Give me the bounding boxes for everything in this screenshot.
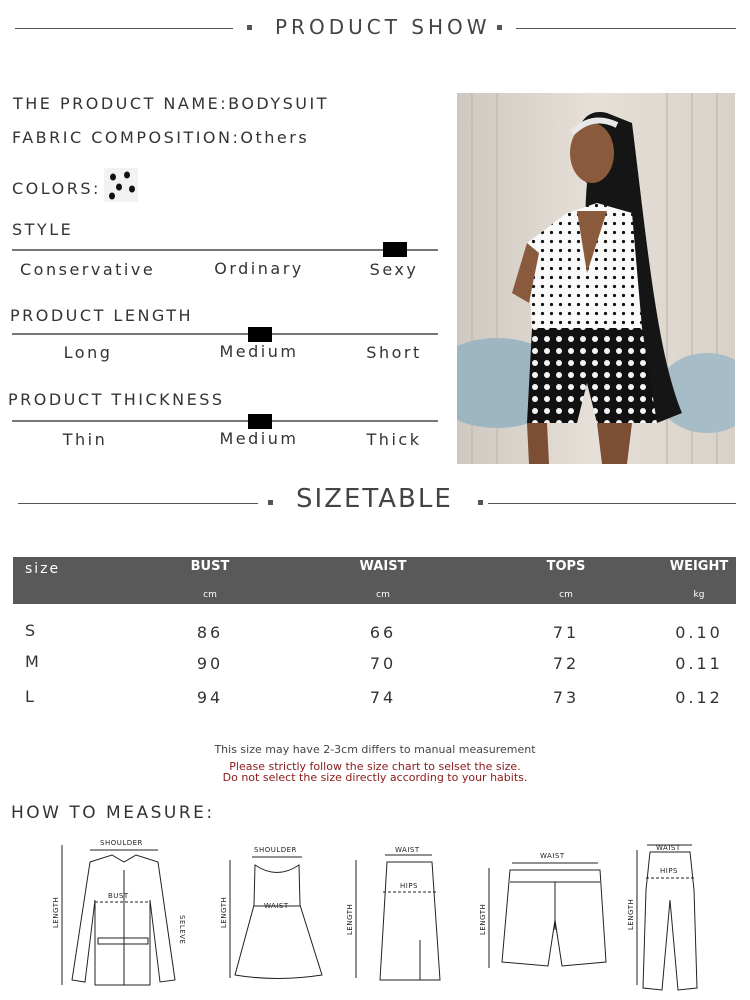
- shorts-diagram: [489, 863, 606, 968]
- product-photo: [457, 93, 735, 464]
- product-show-title: PRODUCT SHOW: [275, 15, 491, 39]
- col-unit-tops: cm: [559, 590, 573, 600]
- weight-cell: 0.10: [675, 623, 723, 642]
- how-to-measure-title: HOW TO MEASURE:: [11, 803, 215, 823]
- pants-length-label: LENGTH: [627, 898, 635, 930]
- style-option-sexy: Sexy: [369, 260, 419, 279]
- size-cell: M: [25, 652, 42, 671]
- thickness-title: PRODUCT THICKNESS: [8, 390, 225, 409]
- fabric-value: Others: [240, 128, 310, 147]
- col-header-waist: WAIST: [359, 559, 407, 574]
- style-option-conservative: Conservative: [20, 260, 156, 279]
- thickness-option-medium: Medium: [219, 429, 299, 448]
- fabric-composition: [12, 128, 309, 147]
- skirt-diagram: [356, 855, 440, 980]
- weight-cell: 0.11: [675, 654, 723, 673]
- sizetable-title: SIZETABLE: [296, 484, 453, 514]
- col-header-bust: BUST: [190, 559, 230, 574]
- thickness-option-thin: Thin: [62, 430, 108, 449]
- dress-diagram: [230, 857, 322, 979]
- color-swatch-polka-dot[interactable]: [104, 168, 138, 202]
- thickness-marker[interactable]: [248, 414, 272, 429]
- length-option-medium: Medium: [219, 342, 299, 361]
- col-header-size: size: [25, 561, 61, 577]
- sizetable-divider-right: [488, 503, 736, 504]
- length-title: PRODUCT LENGTH: [10, 306, 194, 325]
- pants-waist-label: WAIST: [656, 844, 681, 852]
- pants-hips-label: HIPS: [660, 867, 678, 875]
- waist-cell: 74: [369, 688, 397, 707]
- dress-shoulder-label: SHOULDER: [254, 846, 297, 854]
- weight-cell: 0.12: [675, 688, 723, 707]
- col-unit-waist: cm: [376, 590, 390, 600]
- note-habits: Do not select the size directly according to your habits.: [222, 771, 528, 784]
- divider-left: [15, 28, 233, 29]
- note-measurement: This size may have 2-3cm differs to manual measurement: [214, 743, 536, 756]
- jacket-length-label: LENGTH: [52, 896, 60, 928]
- tops-cell: 71: [552, 623, 580, 642]
- size-cell: S: [25, 621, 39, 640]
- fabric-label: FABRIC COMPOSITION:: [12, 128, 241, 147]
- sleeve-label: SELEVE: [178, 915, 186, 945]
- product-name: THE PRODUCT NAME:BODYSUIT: [13, 94, 330, 113]
- divider-dot: [268, 500, 273, 505]
- divider-right: [516, 28, 736, 29]
- col-header-tops: TOPS: [546, 559, 586, 574]
- tops-cell: 72: [552, 654, 580, 673]
- skirt-waist-label: WAIST: [395, 846, 420, 854]
- style-marker[interactable]: [383, 242, 407, 257]
- bust-cell: 86: [196, 623, 224, 642]
- polka-dot-swatch-icon: [104, 168, 138, 202]
- divider-dot: [497, 25, 502, 30]
- col-unit-weight: kg: [693, 590, 705, 600]
- tops-cell: 73: [552, 688, 580, 707]
- shorts-length-label: LENGTH: [479, 903, 487, 935]
- skirt-hips-label: HIPS: [400, 882, 418, 890]
- dress-length-label: LENGTH: [220, 896, 228, 928]
- sizetable-divider-left: [18, 503, 258, 504]
- col-unit-bust: cm: [203, 590, 217, 600]
- dress-waist-label: WAIST: [264, 902, 289, 910]
- size-cell: L: [25, 687, 37, 706]
- length-option-long: Long: [63, 343, 113, 362]
- skirt-length-label: LENGTH: [346, 903, 354, 935]
- length-scale-line: [12, 333, 438, 335]
- length-marker[interactable]: [248, 327, 272, 342]
- col-header-weight: WEIGHT: [669, 559, 729, 574]
- bust-cell: 94: [196, 688, 224, 707]
- style-scale-line: [12, 249, 438, 251]
- waist-cell: 70: [369, 654, 397, 673]
- style-title: STYLE: [12, 220, 74, 239]
- waist-cell: 66: [369, 623, 397, 642]
- note-follow-chart: Please strictly follow the size chart to selset the size.: [229, 760, 521, 773]
- thickness-scale-line: [12, 420, 438, 422]
- bust-cell: 90: [196, 654, 224, 673]
- shoulder-label: SHOULDER: [100, 839, 143, 847]
- shorts-waist-label: WAIST: [540, 852, 565, 860]
- thickness-option-thick: Thick: [366, 430, 422, 449]
- colors-label: COLORS:: [12, 179, 101, 198]
- style-option-ordinary: Ordinary: [214, 259, 304, 278]
- bust-label: BUST: [108, 892, 129, 900]
- divider-dot: [478, 500, 483, 505]
- model-photo-illustration: [457, 93, 735, 464]
- length-option-short: Short: [366, 343, 422, 362]
- divider-dot: [247, 25, 252, 30]
- measure-diagrams: [0, 830, 750, 1000]
- jacket-diagram: [62, 845, 175, 985]
